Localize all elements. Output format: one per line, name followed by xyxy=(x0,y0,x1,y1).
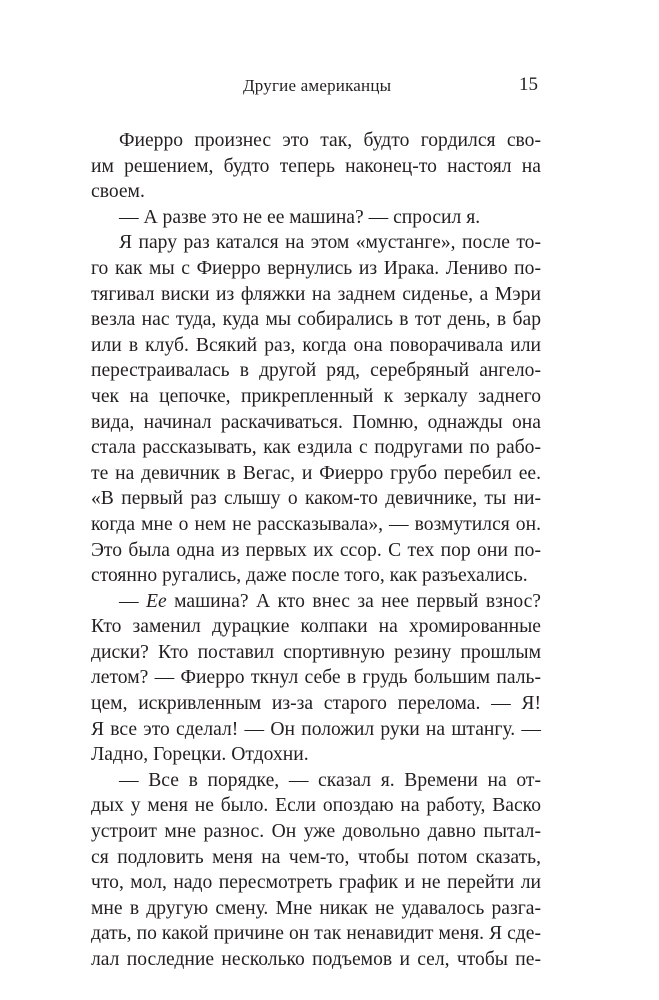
text-line: дых у меня не было. Если опоздаю на работу, Васко xyxy=(91,795,541,817)
text-line: Ладно, Горецки. Отдохни. xyxy=(91,744,309,766)
text-line: Я все это сделал! — Он положил руки на штангу. — xyxy=(91,718,541,740)
text-line: Фиерро произнес это так, будто гордился сво- xyxy=(119,130,541,151)
text-line: летом? — Фиерро ткнул себе в грудь большим паль- xyxy=(91,667,541,689)
text-line: когда мне о нем не рассказывала», — возмутился он. xyxy=(91,513,541,535)
text-line: лал последние несколько подъемов и сел, чтобы пе- xyxy=(91,949,541,970)
text-line: перестраивалась в другой ряд, серебряный ангело- xyxy=(91,360,541,382)
text-line: те на девичник в Вегас, и Фиерро грубо перебил ее. xyxy=(91,462,541,484)
text-line: Это была одна из первых их ссор. С тех пор они по- xyxy=(91,539,541,561)
text-line: везла нас туда, куда мы собирались в тот день, в бар xyxy=(91,309,541,331)
text-line: ся подловить меня на чем-то, чтобы потом сказать, xyxy=(91,846,541,868)
text-line: Я пару раз катался на этом «мустанге», после то- xyxy=(119,232,541,254)
text-line: — Ее машина? А кто внес за нее первый взнос? xyxy=(119,590,541,612)
text-line: — А разве это не ее машина? — спросил я. xyxy=(119,206,481,228)
text-line: дать, по какой причине он так ненавидит меня. Я сде- xyxy=(91,923,541,945)
text-line: го как мы с Фиерро вернулись из Ирака. Лениво по- xyxy=(91,257,541,279)
text-line: тягивал виски из фляжки на заднем сиденье, а Мэри xyxy=(91,283,541,305)
page-number: 15 xyxy=(519,74,538,95)
text-line: что, мол, надо пересмотреть график и не перейти ли xyxy=(91,872,541,894)
text-line: «В первый раз слышу о каком-то девичнике, ты ни- xyxy=(91,488,541,510)
text-line: своем. xyxy=(91,181,145,203)
text-line: — Все в порядке, — сказал я. Времени на от- xyxy=(119,769,541,791)
body-text xyxy=(91,128,541,973)
running-title: Другие американцы xyxy=(243,76,392,95)
text-line: Кто заменил дурацкие колпаки на хромированные xyxy=(91,616,541,638)
text-line: или в клуб. Всякий раз, когда она поворачивала или xyxy=(91,334,541,356)
text-line: чек на цепочке, прикрепленный к зеркалу заднего xyxy=(91,385,541,407)
text-line: цем, искривленным из-за старого перелома. — Я! xyxy=(91,693,541,715)
text-line: им решением, будто теперь наконец-то настоял на xyxy=(91,155,541,177)
text-line: мне в другую смену. Мне никак не удавалось разга- xyxy=(91,897,541,919)
emphasis: Ее xyxy=(146,590,167,612)
text-line: диски? Кто поставил спортивную резину прошлым xyxy=(91,641,541,663)
text-line: устроит мне разнос. Он уже довольно давно пытал- xyxy=(91,821,541,843)
text-line: стала рассказывать, как ездила с подругами по рабо- xyxy=(91,437,541,459)
text-line: вида, начинал раскачиваться. Помню, однажды она xyxy=(91,411,541,433)
text-line: стоянно ругались, даже после того, как разъехались. xyxy=(91,565,528,587)
